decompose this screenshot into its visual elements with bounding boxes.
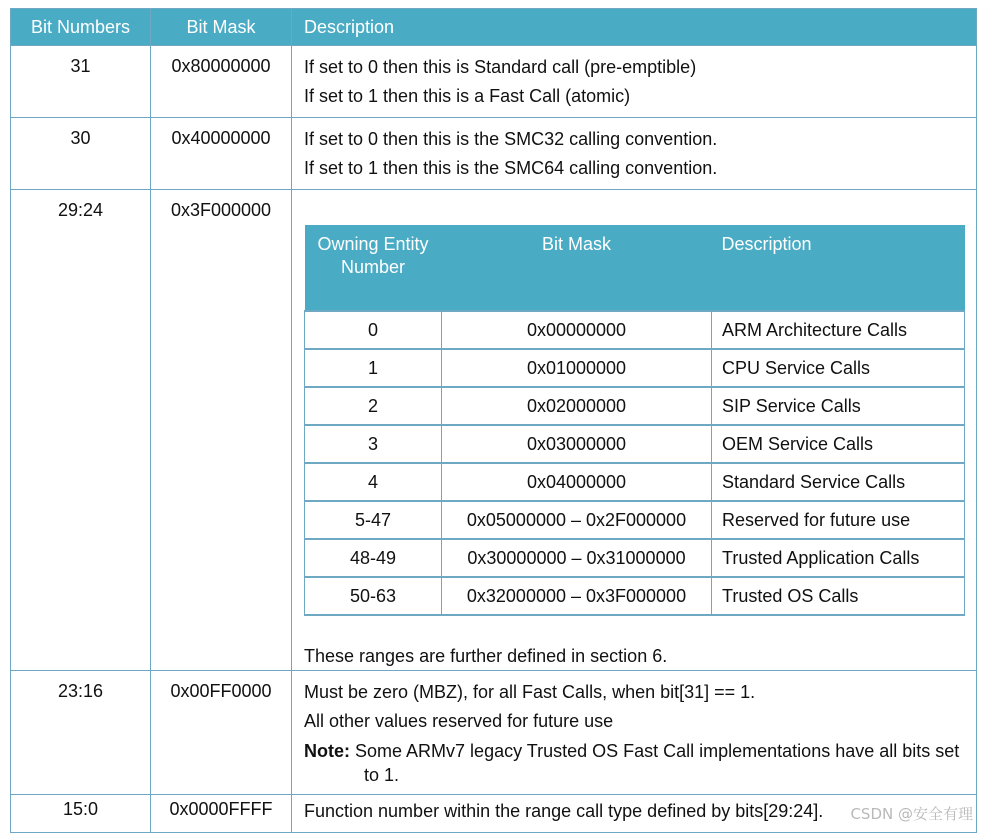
- bit-number-cell: 15:0: [11, 795, 151, 833]
- description-cell: [292, 671, 977, 795]
- description-line: If set to 1 then this is the SMC64 calling convention.: [304, 158, 718, 178]
- section-reference-note: These ranges are further defined in section 6.: [304, 646, 668, 666]
- entity-description-cell: SIP Service Calls: [712, 387, 965, 425]
- owning-entity-table: [304, 225, 965, 616]
- entity-mask-cell: 0x02000000: [442, 387, 712, 425]
- description-line: Function number within the range call type defined by bits[29:24].: [304, 801, 824, 821]
- description-line: If set to 0 then this is Standard call (pre-emptible): [304, 57, 697, 77]
- description-line: If set to 0 then this is the SMC32 calling convention.: [304, 129, 718, 149]
- inner-header-bit-mask: Bit Mask: [442, 225, 712, 311]
- entity-mask-cell: 0x05000000 – 0x2F000000: [442, 501, 712, 539]
- note-text: Some ARMv7 legacy Trusted OS Fast Call implementations have all bits set to 1.: [355, 741, 960, 785]
- entity-number-cell: 5-47: [305, 501, 442, 539]
- inner-header-row: [305, 225, 965, 311]
- header-description: Description: [292, 9, 977, 46]
- entity-description-cell: ARM Architecture Calls: [712, 311, 965, 349]
- table-row: [11, 671, 977, 795]
- entity-number-cell: 4: [305, 463, 442, 501]
- note-paragraph: [304, 739, 966, 787]
- inner-table-row: [305, 349, 965, 387]
- entity-mask-cell: 0x04000000: [442, 463, 712, 501]
- bit-mask-cell: 0x0000FFFF: [151, 795, 292, 833]
- header-bit-mask: Bit Mask: [151, 9, 292, 46]
- bit-mask-cell: 0x3F000000: [151, 190, 292, 671]
- entity-number-cell: 48-49: [305, 539, 442, 577]
- entity-description-cell: Standard Service Calls: [712, 463, 965, 501]
- bit-number-cell: 30: [11, 118, 151, 190]
- description-line: If set to 1 then this is a Fast Call (atomic): [304, 86, 631, 106]
- entity-description-cell: OEM Service Calls: [712, 425, 965, 463]
- description-line: Must be zero (MBZ), for all Fast Calls, when bit[31] == 1.: [304, 682, 756, 702]
- entity-description-cell: Reserved for future use: [712, 501, 965, 539]
- header-bit-numbers: Bit Numbers: [11, 9, 151, 46]
- entity-mask-cell: 0x30000000 – 0x31000000: [442, 539, 712, 577]
- entity-description-cell: CPU Service Calls: [712, 349, 965, 387]
- table-row: [11, 118, 977, 190]
- table-row: [11, 190, 977, 671]
- entity-number-cell: 2: [305, 387, 442, 425]
- inner-table-row: [305, 539, 965, 577]
- bit-mask-cell: 0x00FF0000: [151, 671, 292, 795]
- inner-table-row: [305, 425, 965, 463]
- entity-mask-cell: 0x32000000 – 0x3F000000: [442, 577, 712, 615]
- entity-description-cell: Trusted OS Calls: [712, 577, 965, 615]
- inner-header-owning-entity: Owning Entity Number: [305, 225, 442, 311]
- inner-table-row: [305, 387, 965, 425]
- note-label: Note:: [304, 741, 350, 761]
- description-cell: [292, 46, 977, 118]
- bit-mask-cell: 0x80000000: [151, 46, 292, 118]
- table-row: [11, 795, 977, 833]
- entity-mask-cell: 0x03000000: [442, 425, 712, 463]
- entity-number-cell: 0: [305, 311, 442, 349]
- table-row: [11, 46, 977, 118]
- description-cell: [292, 190, 977, 671]
- watermark: CSDN @安全有理: [850, 805, 973, 823]
- inner-table-row: [305, 577, 965, 615]
- entity-mask-cell: 0x00000000: [442, 311, 712, 349]
- bit-mask-cell: 0x40000000: [151, 118, 292, 190]
- table-header-row: [11, 9, 977, 46]
- entity-description-cell: Trusted Application Calls: [712, 539, 965, 577]
- entity-number-cell: 3: [305, 425, 442, 463]
- entity-number-cell: 50-63: [305, 577, 442, 615]
- bit-number-cell: 31: [11, 46, 151, 118]
- inner-table-row: [305, 463, 965, 501]
- entity-mask-cell: 0x01000000: [442, 349, 712, 387]
- smc-function-id-table: [10, 8, 977, 833]
- description-cell: [292, 118, 977, 190]
- inner-table-row: [305, 311, 965, 349]
- bit-number-cell: 23:16: [11, 671, 151, 795]
- inner-header-description: Description: [712, 225, 965, 311]
- description-line: All other values reserved for future use: [304, 711, 614, 731]
- inner-table-row: [305, 501, 965, 539]
- bit-number-cell: 29:24: [11, 190, 151, 671]
- entity-number-cell: 1: [305, 349, 442, 387]
